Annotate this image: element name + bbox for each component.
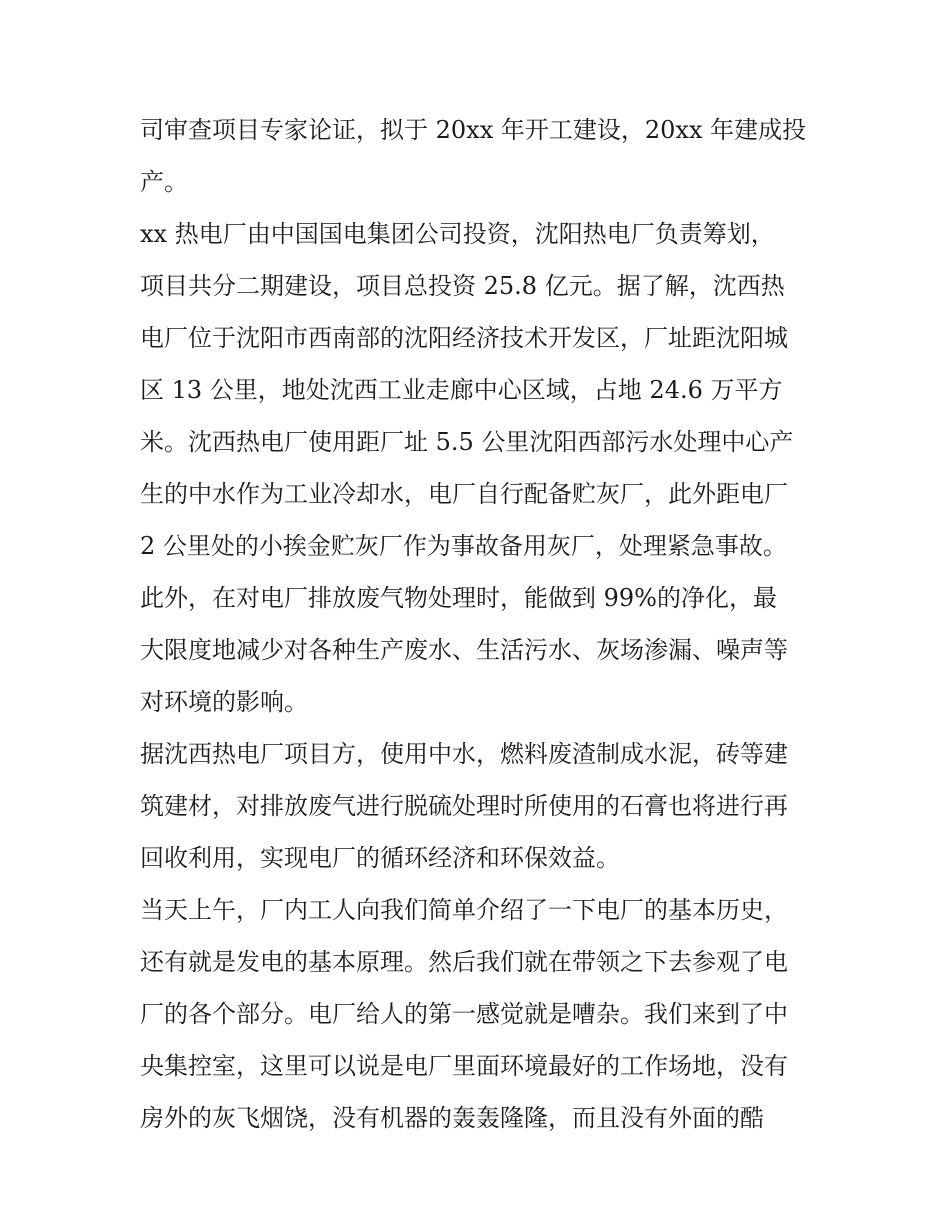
document-text-body — [140, 110, 820, 1150]
text-line: 当天上午，厂内工人向我们简单介绍了一下电厂的基本历史， — [140, 896, 788, 924]
text-line: 区 13 公里，地处沈西工业走廊中心区域，占地 24.6 万平方 — [140, 376, 783, 404]
text-line: 大限度地减少对各种生产废水、生活污水、灰场渗漏、噪声等 — [140, 636, 788, 664]
text-line: 房外的灰飞烟饶，没有机器的轰轰隆隆，而且没有外面的酷 — [140, 1104, 764, 1132]
text-line: 米。沈西热电厂使用距厂址 5.5 公里沈阳西部污水处理中心产 — [140, 428, 794, 456]
text-line: 回收利用，实现电厂的循环经济和环保效益。 — [140, 844, 620, 872]
text-line: 厂的各个部分。电厂给人的第一感觉就是嘈杂。我们来到了中 — [140, 1000, 788, 1028]
text-line: 据沈西热电厂项目方，使用中水，燃料废渣制成水泥，砖等建 — [140, 740, 788, 768]
text-line: 筑建材，对排放废气进行脱硫处理时所使用的石膏也将进行再 — [140, 792, 788, 820]
text-line: 还有就是发电的基本原理。然后我们就在带领之下去参观了电 — [140, 948, 788, 976]
text-line: 2 公里处的小挨金贮灰厂作为事故备用灰厂，处理紧急事故。 — [140, 532, 787, 560]
text-line: 项目共分二期建设，项目总投资 25.8 亿元。据了解，沈西热 — [140, 272, 785, 300]
text-line: 司审查项目专家论证，拟于 20xx 年开工建设，20xx 年建成投 — [140, 116, 807, 144]
text-line: xx 热电厂由中国国电集团公司投资，沈阳热电厂负责筹划， — [140, 220, 775, 248]
text-line: 此外，在对电厂排放废气物处理时，能做到 99%的净化，最 — [140, 584, 777, 612]
text-line: 央集控室，这里可以说是电厂里面环境最好的工作场地，没有 — [140, 1052, 788, 1080]
text-line: 产。 — [140, 168, 188, 196]
text-line: 生的中水作为工业冷却水，电厂自行配备贮灰厂，此外距电厂 — [140, 480, 788, 508]
text-line: 对环境的影响。 — [140, 688, 308, 716]
text-line: 电厂位于沈阳市西南部的沈阳经济技术开发区，厂址距沈阳城 — [140, 324, 788, 352]
